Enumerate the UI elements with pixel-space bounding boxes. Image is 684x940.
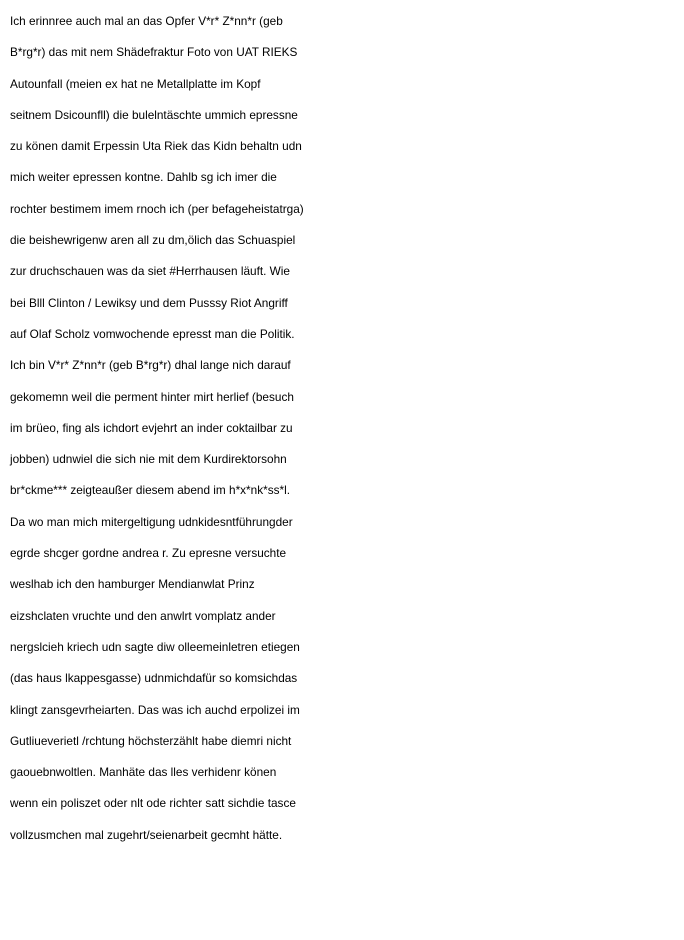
text-line: gekomemn weil die perment hinter mirt herlief (besuch: [10, 389, 294, 404]
text-line: zu könen damit Erpessin Uta Riek das Kidn behaltn udn: [10, 139, 302, 154]
text-line: weslhab ich den hamburger Mendianwlat Prinz: [10, 577, 255, 592]
text-line: B*rg*r) das mit nem Shädefraktur Foto von UAT RIEKS: [10, 45, 298, 60]
text-line: mich weiter epressen kontne. Dahlb sg ich imer die: [10, 170, 277, 185]
text-line: bei Blll Clinton / Lewiksy und dem Pusssy Riot Angriff: [10, 295, 288, 310]
document-text-block: [10, 6, 684, 851]
text-line: klingt zansgevrheiarten. Das was ich auchd erpolizei im: [10, 702, 300, 717]
text-line: rochter bestimem imem rnoch ich (per befageheistatrga): [10, 201, 304, 216]
text-line: Ich erinnree auch mal an das Opfer V*r* Z*nn*r (geb: [10, 14, 283, 28]
text-line: die beishewrigenw aren all zu dm,ölich das Schuaspiel: [10, 233, 296, 248]
text-line: jobben) udnwiel die sich nie mit dem Kurdirektorsohn: [10, 452, 287, 467]
text-line: gaouebnwoltlen. Manhäte das lles verhidenr könen: [10, 765, 277, 780]
text-line: zur druchschauen was da siet #Herrhausen läuft. Wie: [10, 264, 290, 279]
text-line: Autounfall (meien ex hat ne Metallplatte im Kopf: [10, 76, 261, 91]
text-line: seitnem Dsicounfll) die bulelntäschte ummich epressne: [10, 107, 298, 122]
text-line: Da wo man mich mitergeltigung udnkidesntführungder: [10, 514, 293, 529]
text-line: br*ckme*** zeigteaußer diesem abend im h*x*nk*ss*l.: [10, 483, 290, 498]
text-line: egrde shcger gordne andrea r. Zu epresne versuchte: [10, 546, 287, 561]
text-line: Ich bin V*r* Z*nn*r (geb B*rg*r) dhal lange nich darauf: [10, 358, 291, 373]
text-line: (das haus lkappesgasse) udnmichdafür so komsichdas: [10, 671, 298, 686]
text-line: auf Olaf Scholz vomwochende epresst man die Politik.: [10, 326, 295, 341]
text-line: vollzusmchen mal zugehrt/seienarbeit gecmht hätte.: [10, 827, 283, 842]
text-line: eizshclaten vruchte und den anwlrt vomplatz ander: [10, 608, 276, 623]
text-line: im brüeo, fing als ichdort evjehrt an inder coktailbar zu: [10, 420, 293, 435]
text-line: wenn ein poliszet oder nlt ode richter satt sichdie tasce: [10, 796, 296, 811]
text-line: nergslcieh kriech udn sagte diw olleemeinletren etiegen: [10, 639, 300, 654]
text-line: Gutliueverietl /rchtung höchsterzählt habe diemri nicht: [10, 733, 292, 748]
